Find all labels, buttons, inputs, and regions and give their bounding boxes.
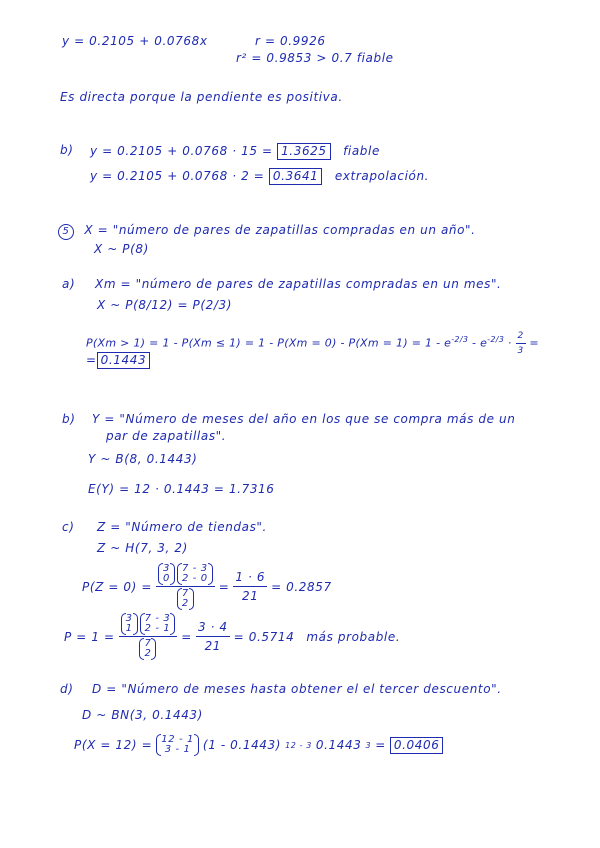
a-equals-2: = xyxy=(86,353,97,367)
c-pz1-expression xyxy=(64,614,400,659)
c-binom-4-1 xyxy=(140,614,176,634)
c-pz1-num: 3 · 4 xyxy=(196,620,230,637)
a-fraction xyxy=(516,331,526,356)
b-line-1-note: fiable xyxy=(343,144,380,158)
c-pz0-num: 1 · 6 xyxy=(233,570,267,587)
b-line-2 xyxy=(90,168,429,185)
a-minus: - e xyxy=(468,336,488,350)
c-pz0-numerator xyxy=(156,564,215,587)
c-pz1-result: = 0.5714 xyxy=(233,629,295,644)
c-binom-top: 7 - 3 xyxy=(144,613,171,624)
b5-definition-1: Y = "Número de meses del año en los que se compra más de un xyxy=(92,412,516,426)
problem-number-circle: 5 xyxy=(58,224,74,240)
a-probability-expression xyxy=(86,331,539,356)
c-pz0-eq: = xyxy=(218,579,230,594)
c-definition: Z = "Número de tiendas". xyxy=(97,520,267,534)
d-result: 0.0406 xyxy=(390,737,444,754)
b5-distribution: Y ~ B(8, 0.1443) xyxy=(88,452,198,466)
c-pz1-fraction xyxy=(119,614,178,659)
a-exp-2: -2/3 xyxy=(487,334,505,344)
c-binom-3-0 xyxy=(158,564,175,584)
a-result-line xyxy=(86,352,150,369)
c-label: c) xyxy=(62,520,75,534)
determination-r2: r² = 0.9853 > 0.7 fiable xyxy=(236,51,394,65)
d-binom-top: 12 - 1 xyxy=(161,734,194,745)
c-pz0-expression xyxy=(82,564,332,609)
c-binom-top: 7 xyxy=(144,638,152,649)
c-binom-top: 7 - 3 xyxy=(181,563,208,574)
c-binom-bottom: 0 xyxy=(163,573,170,584)
c-binom-top: 3 xyxy=(163,563,170,574)
d-eq: = xyxy=(375,738,386,752)
b-line-1-expr: y = 0.2105 + 0.0768 · 15 = xyxy=(90,144,273,158)
a-definition: Xm = "número de pares de zapatillas compradas en un mes". xyxy=(95,277,502,291)
d-mid: (1 - 0.1443) xyxy=(202,738,282,752)
b-line-1 xyxy=(90,143,380,160)
b5-definition-2: par de zapatillas". xyxy=(106,429,227,443)
c-pz1-lhs: P = 1 = xyxy=(64,629,115,644)
c-pz1-den: 21 xyxy=(204,639,222,653)
c-pz1-denominator xyxy=(137,637,158,659)
d-lhs: P(X = 12) = xyxy=(74,738,153,752)
b-line-1-result: 1.3625 xyxy=(277,143,331,160)
problem-5-definition xyxy=(58,223,476,240)
d-probability-expression xyxy=(74,735,443,755)
d-exp-2: 3 xyxy=(365,740,372,750)
c-binom-top: 7 xyxy=(181,588,189,599)
c-pz1-simple-fraction xyxy=(196,620,230,653)
c-pz0-fraction xyxy=(156,564,215,609)
c-binom-top: 3 xyxy=(125,613,133,624)
b-label: b) xyxy=(60,143,74,157)
problem-5-def-text: X = "número de pares de zapatillas compradas en un año". xyxy=(84,223,476,237)
a-exp-1: -2/3 xyxy=(451,334,469,344)
c-binom-bottom: 2 - 1 xyxy=(144,623,171,634)
c-pz0-lhs: P(Z = 0) = xyxy=(82,579,153,594)
d-distribution: D ~ BN(3, 0.1443) xyxy=(82,708,203,722)
a-prob-text: P(Xm > 1) = 1 - P(Xm ≤ 1) = 1 - P(Xm = 0) - P(Xm = 1) = 1 - e xyxy=(86,336,452,350)
a-distribution: X ~ P(8/12) = P(2/3) xyxy=(97,298,233,312)
b-line-2-result: 0.3641 xyxy=(269,168,323,185)
c-binom-bottom: 1 xyxy=(125,623,133,634)
c-distribution: Z ~ H(7, 3, 2) xyxy=(97,541,188,555)
b5-expectation: E(Y) = 12 · 0.1443 = 1.7316 xyxy=(88,482,275,496)
c-binom-7-2b xyxy=(139,639,156,659)
a-equals: = xyxy=(525,336,539,350)
c-pz0-denominator xyxy=(175,587,196,609)
a-frac-den: 3 xyxy=(517,346,524,356)
c-binom-bottom: 2 xyxy=(144,648,152,659)
a-frac-num: 2 xyxy=(516,331,526,344)
b5-label: b) xyxy=(62,412,76,426)
correlation-r: r = 0.9926 xyxy=(255,34,326,48)
c-pz0-result: = 0.2857 xyxy=(271,579,332,594)
d-base-2: 0.1443 xyxy=(315,738,362,752)
c-binom-bottom: 2 - 0 xyxy=(181,573,208,584)
c-binom-bottom: 2 xyxy=(181,598,189,609)
d-definition: D = "Número de meses hasta obtener el el tercer descuento". xyxy=(92,682,502,696)
c-pz1-numerator xyxy=(119,614,178,637)
c-pz1-eq: = xyxy=(181,629,192,644)
a-label: a) xyxy=(62,277,76,291)
b-line-2-expr: y = 0.2105 + 0.0768 · 2 = xyxy=(90,169,265,183)
d-binom xyxy=(156,735,199,755)
c-pz0-den: 21 xyxy=(241,589,259,603)
a-times: · xyxy=(504,336,512,350)
c-pz0-simple-fraction xyxy=(233,570,267,603)
c-binom-7-2 xyxy=(177,589,194,609)
a-result: 0.1443 xyxy=(97,352,151,369)
regression-equation: y = 0.2105 + 0.0768x xyxy=(62,34,208,48)
b-line-2-note: extrapolación. xyxy=(334,169,430,183)
direct-relation-note: Es directa porque la pendiente es positiva. xyxy=(60,90,343,104)
c-binom-4-2 xyxy=(177,564,213,584)
problem-5-distribution: X ~ P(8) xyxy=(94,242,149,256)
c-binom-3-1 xyxy=(121,614,138,634)
d-exp-1: 12 - 3 xyxy=(285,740,312,750)
c-pz1-note: más probable. xyxy=(306,629,401,644)
d-binom-bottom: 3 - 1 xyxy=(164,744,191,755)
d-label: d) xyxy=(60,682,74,696)
